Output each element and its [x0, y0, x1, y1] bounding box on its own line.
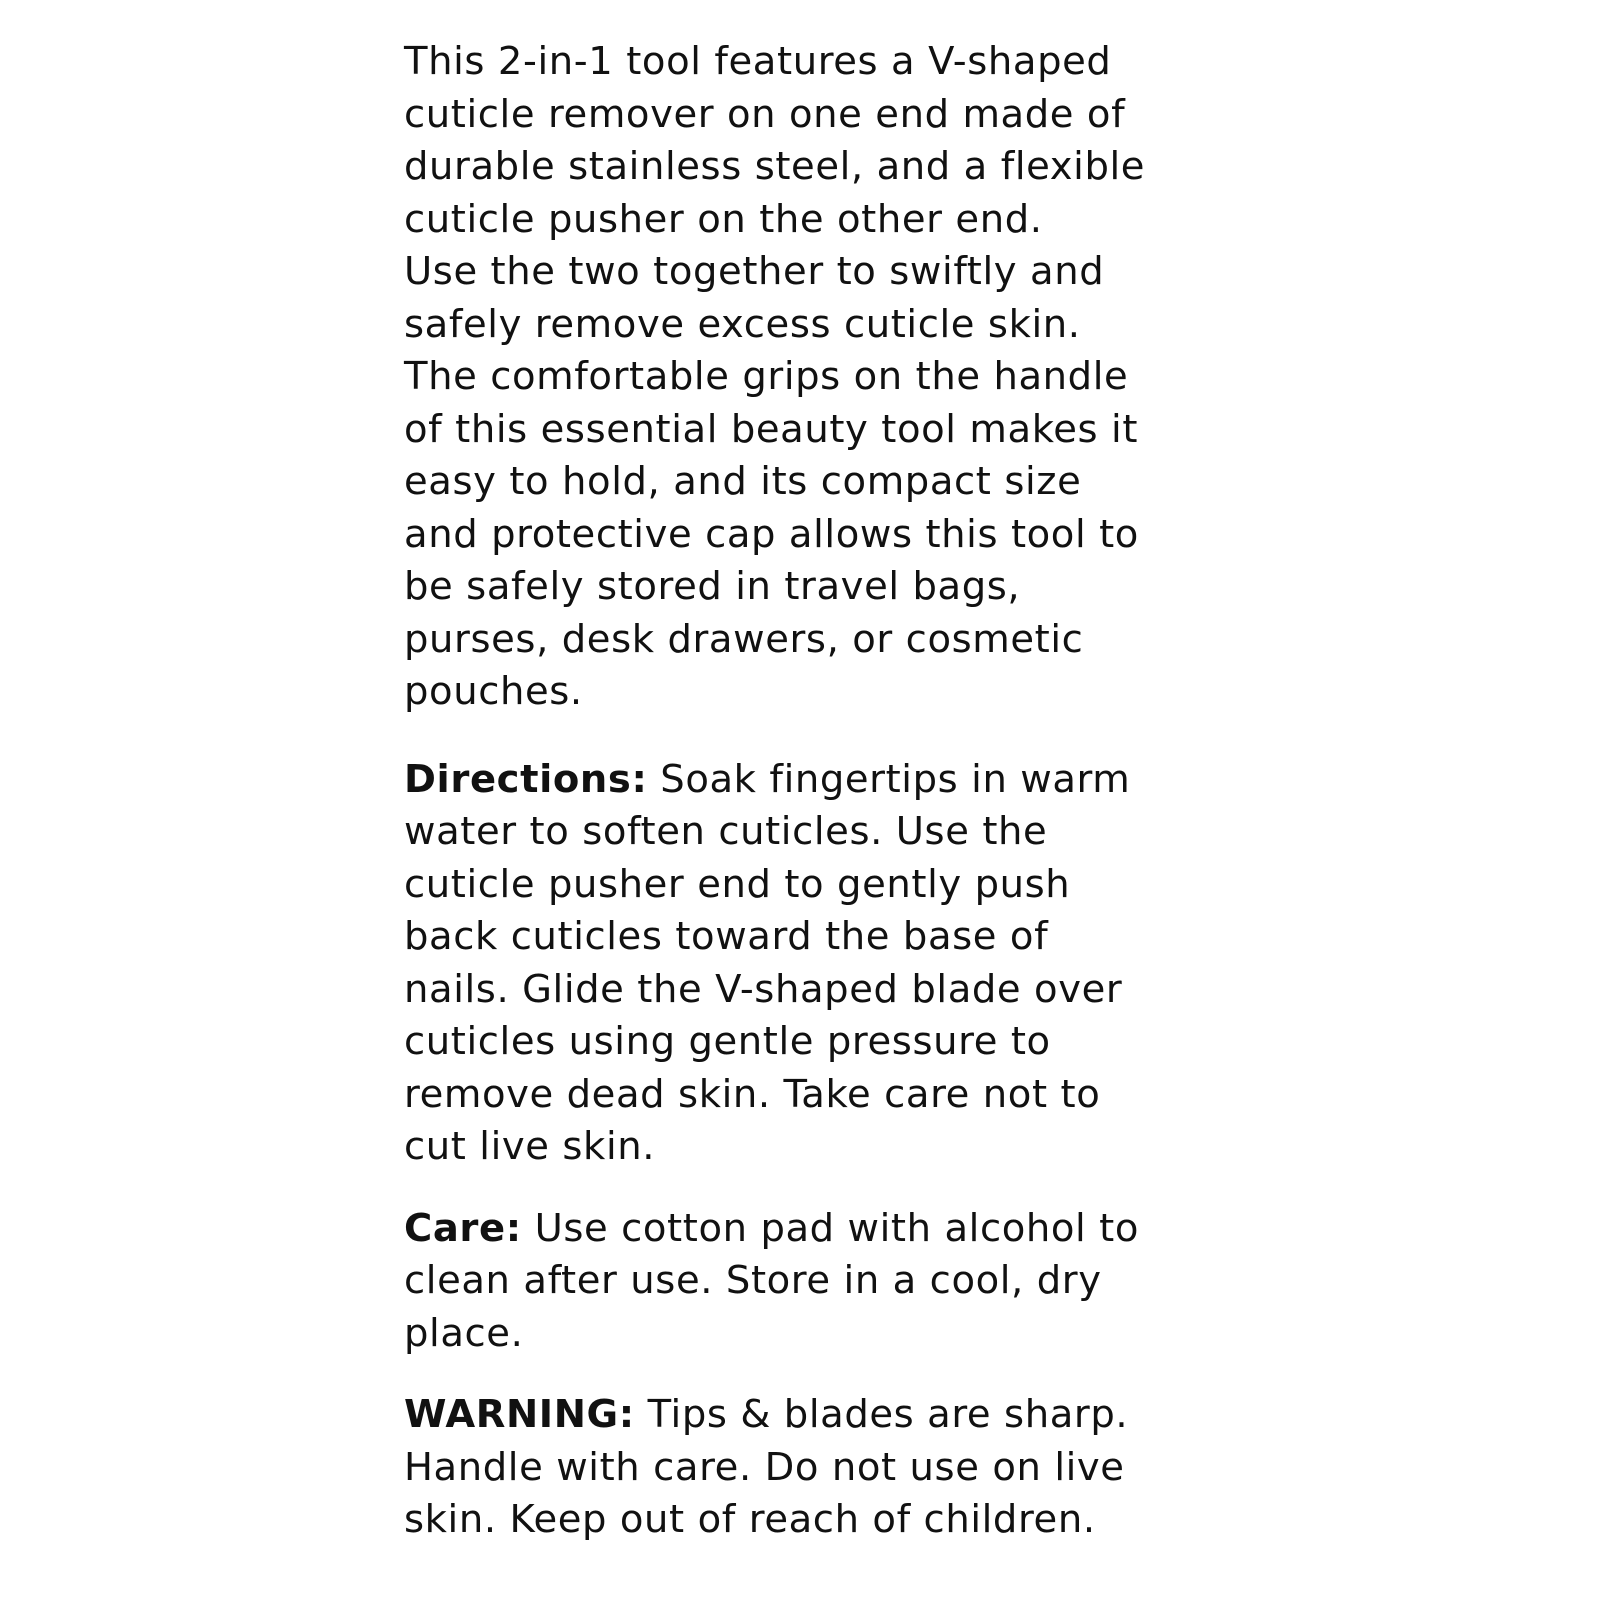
intro-line: cuticle remover on one end made of	[404, 91, 1126, 137]
intro-line: pouches.	[404, 669, 583, 714]
directions-line: cuticle pusher end to gently push	[404, 861, 1071, 907]
paragraph-spacer	[404, 1360, 1204, 1389]
directions-line: cut live skin.	[404, 1124, 656, 1169]
warning-label: WARNING:	[404, 1392, 635, 1437]
care-paragraph	[404, 1203, 1204, 1361]
paragraph-spacer	[404, 719, 1204, 754]
intro-line: durable stainless steel, and a flexible	[404, 144, 1146, 189]
care-line: place.	[404, 1310, 524, 1356]
directions-first-line	[404, 754, 1204, 807]
directions-label: Directions:	[404, 756, 648, 802]
warning-first-line-text: Tips & blades are sharp.	[634, 1392, 1129, 1437]
paragraph-spacer	[404, 1174, 1204, 1203]
warning-first-line	[404, 1389, 1204, 1442]
warning-line: skin. Keep out of reach of children.	[404, 1497, 1096, 1542]
care-line: clean after use. Store in a cool, dry	[404, 1258, 1102, 1303]
intro-line: This 2-in-1 tool features a V-shaped	[404, 39, 1112, 84]
directions-line: cuticles using gentle pressure to	[404, 1019, 1051, 1064]
intro-line: Use the two together to swiftly and	[404, 249, 1105, 294]
directions-line: back cuticles toward the base of	[404, 914, 1049, 959]
intro-line: safely remove excess cuticle skin.	[404, 301, 1081, 347]
intro-line: purses, desk drawers, or cosmetic	[404, 616, 1084, 662]
intro-paragraph	[404, 36, 1204, 719]
directions-line: water to soften cuticles. Use the	[404, 809, 1048, 854]
intro-line: of this essential beauty tool makes it	[404, 406, 1139, 452]
warning-paragraph	[404, 1389, 1204, 1547]
intro-line: easy to hold, and its compact size	[404, 459, 1082, 504]
directions-paragraph	[404, 754, 1204, 1174]
care-label: Care:	[404, 1205, 522, 1251]
directions-line: remove dead skin. Take care not to	[404, 1071, 1101, 1117]
intro-line: cuticle pusher on the other end.	[404, 196, 1043, 242]
directions-line: nails. Glide the V-shaped blade over	[404, 966, 1123, 1012]
care-first-line-text: Use cotton pad with alcohol to	[521, 1205, 1140, 1251]
care-first-line	[404, 1203, 1204, 1256]
directions-first-line-text: Soak fingertips in warm	[647, 756, 1131, 802]
description-text-column	[404, 36, 1204, 1547]
intro-line: The comfortable grips on the handle	[404, 354, 1129, 399]
warning-line: Handle with care. Do not use on live	[404, 1444, 1125, 1490]
intro-line: and protective cap allows this tool to	[404, 511, 1139, 557]
intro-line: be safely stored in travel bags,	[404, 564, 1021, 609]
